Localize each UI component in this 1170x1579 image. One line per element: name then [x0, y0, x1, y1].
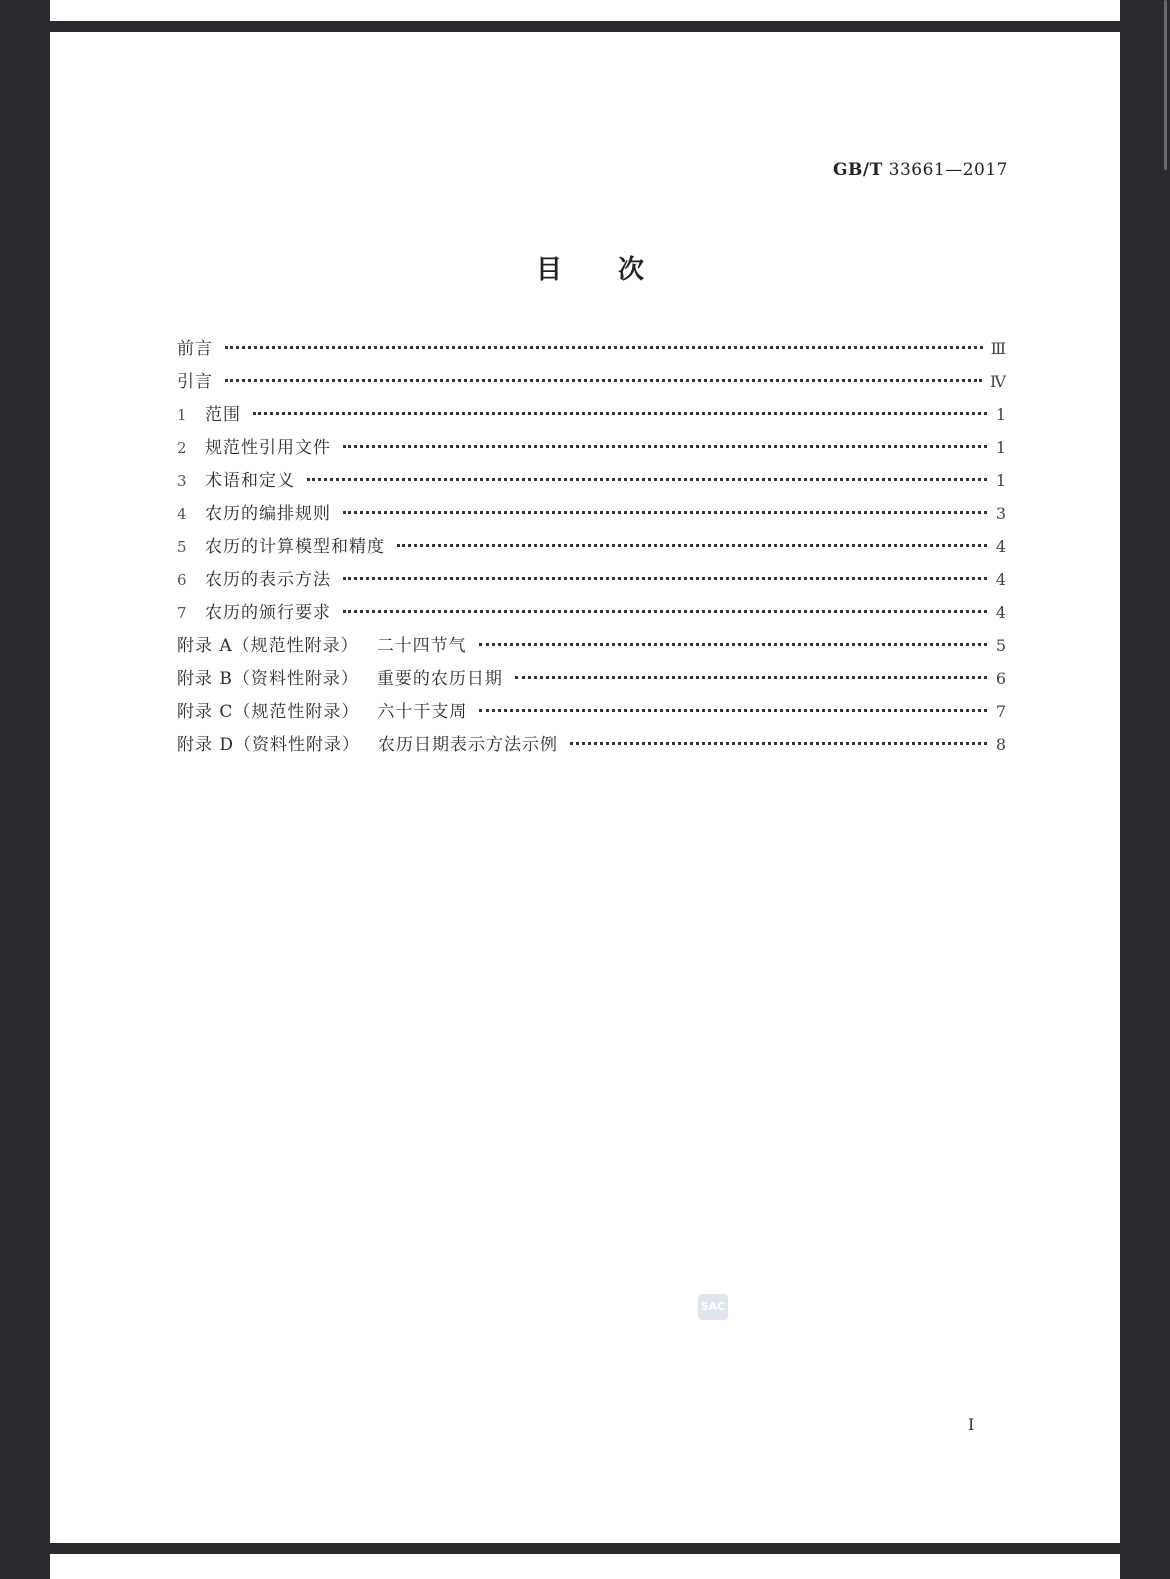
toc-leader-dots [307, 478, 987, 481]
toc-entry-page: 3 [995, 504, 1007, 523]
toc-leader-dots [515, 676, 987, 679]
toc-entry-subtitle: 农历日期表示方法示例 [378, 735, 559, 755]
toc-entry-label: 农历的表示方法 [205, 570, 331, 590]
toc-leader-dots [225, 346, 983, 349]
toc-entry-label: 农历的计算模型和精度 [205, 537, 385, 557]
toc-title-char-1: 目 [535, 255, 562, 285]
vertical-scrollbar[interactable] [1160, 0, 1170, 1579]
toc-entry-section-7[interactable] [177, 598, 1007, 631]
toc-entry-label: 附录 C（规范性附录） [177, 702, 360, 722]
toc-entry-appendix-d[interactable] [177, 730, 1007, 763]
toc-entry-label: 农历的编排规则 [205, 504, 331, 524]
previous-page-edge [50, 0, 1120, 21]
toc-entry-number: 6 [177, 571, 188, 589]
document-page [50, 32, 1120, 1543]
toc-leader-dots [479, 709, 987, 712]
next-page-edge [50, 1554, 1120, 1579]
toc-entry-page: 4 [995, 570, 1007, 589]
toc-entry-page: Ⅳ [990, 372, 1007, 391]
toc-entry-page: Ⅲ [990, 339, 1007, 358]
toc-entry-label: 农历的颁行要求 [205, 603, 331, 623]
toc-entry-label: 规范性引用文件 [205, 438, 331, 458]
toc-entry-label: 范围 [205, 405, 241, 425]
toc-entry-section-1[interactable] [177, 400, 1007, 433]
toc-entry-page: 8 [995, 735, 1007, 754]
toc-entry-page: 4 [995, 537, 1007, 556]
toc-leader-dots [343, 610, 987, 613]
toc-entry-section-2[interactable] [177, 433, 1007, 466]
toc-entry-appendix-a[interactable] [177, 631, 1007, 664]
toc-entry-number: 7 [177, 604, 188, 622]
standard-number-header [833, 160, 1008, 180]
toc-leader-dots [225, 379, 982, 382]
toc-leader-dots [343, 445, 987, 448]
toc-leader-dots [570, 742, 987, 745]
standard-number: 33661—2017 [888, 160, 1008, 180]
toc-leader-dots [343, 577, 987, 580]
toc-entry-page: 4 [995, 603, 1007, 622]
toc-entry-subtitle: 重要的农历日期 [376, 669, 503, 689]
toc-entry-page: 1 [995, 471, 1007, 490]
toc-entry-appendix-c[interactable] [177, 697, 1007, 730]
page-number: I [968, 1415, 975, 1434]
toc-entry-number: 5 [177, 538, 188, 556]
toc-entry-section-4[interactable] [177, 499, 1007, 532]
toc-entry-section-3[interactable] [177, 466, 1007, 499]
toc-leader-dots [343, 511, 987, 514]
toc-entry-label: 前言 [177, 339, 213, 359]
toc-entry-appendix-b[interactable] [177, 664, 1007, 697]
toc-entry-number: 3 [177, 472, 188, 490]
toc-entry-page: 6 [995, 669, 1007, 688]
toc-entry-section-5[interactable] [177, 532, 1007, 565]
toc-entry-number: 2 [177, 439, 188, 457]
toc-entry-number: 4 [177, 505, 188, 523]
toc-entry-number: 1 [177, 406, 188, 424]
toc-entry-page: 7 [995, 702, 1007, 721]
toc-leader-dots [479, 643, 987, 646]
scrollbar-thumb[interactable] [1164, 0, 1167, 170]
toc-leader-dots [397, 544, 987, 547]
toc-entry-subtitle: 六十干支周 [377, 702, 468, 722]
toc-leader-dots [253, 412, 987, 415]
toc-entry-label: 术语和定义 [205, 471, 295, 491]
toc-entry-introduction[interactable] [177, 367, 1007, 400]
sac-watermark-logo: SAC [698, 1294, 728, 1320]
toc-entry-section-6[interactable] [177, 565, 1007, 598]
standard-prefix: GB/T [833, 160, 883, 180]
toc-entry-label: 附录 A（规范性附录） [177, 636, 359, 656]
toc-entry-label: 引言 [177, 372, 213, 392]
toc-title [50, 249, 1130, 286]
toc-entry-subtitle: 二十四节气 [376, 636, 467, 656]
toc-title-char-2: 次 [618, 255, 645, 285]
toc-entry-page: 5 [995, 636, 1007, 655]
toc-entry-label: 附录 D（资料性附录） [177, 735, 361, 755]
table-of-contents [177, 334, 1007, 763]
toc-entry-page: 1 [995, 405, 1007, 424]
toc-entry-page: 1 [995, 438, 1007, 457]
toc-entry-foreword[interactable] [177, 334, 1007, 367]
toc-entry-label: 附录 B（资料性附录） [177, 669, 359, 689]
